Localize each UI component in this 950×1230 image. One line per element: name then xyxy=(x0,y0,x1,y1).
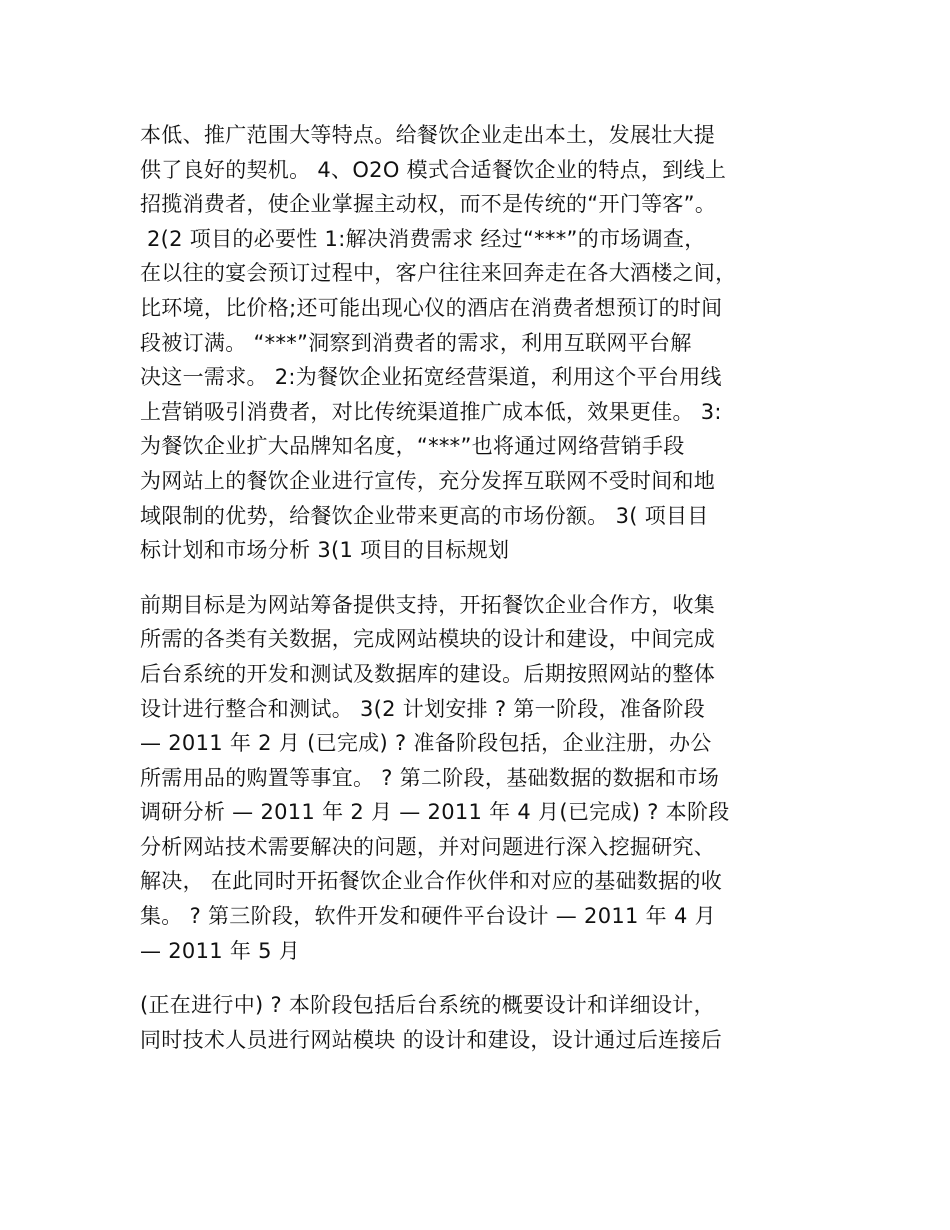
text-line: 标计划和市场分析 3(1 项目的目标规划 xyxy=(140,538,510,563)
text-line: 后台系统的开发和测试及数据库的建设。后期按照网站的整体 xyxy=(140,661,716,686)
paragraph-3 xyxy=(140,988,820,1057)
text-line: 在以往的宴会预订过程中，客户往往来回奔走在各大酒楼之间， xyxy=(140,261,737,286)
text-line: 域限制的优势，给餐饮企业带来更高的市场份额。 3( 项目目 xyxy=(140,503,709,528)
text-line: 前期目标是为网站筹备提供支持，开拓餐饮企业合作方，收集 xyxy=(140,592,716,617)
text-line: 所需的各类有关数据，完成网站模块的设计和建设，中间完成 xyxy=(140,627,716,652)
text-line: 供了良好的契机。 4、O2O 模式合适餐饮企业的特点，到线上 xyxy=(140,157,727,182)
text-line: 为网站上的餐饮企业进行宣传，充分发挥互联网不受时间和地 xyxy=(140,468,716,493)
text-line: — 2011 年 5 月 xyxy=(140,938,301,963)
text-line: 集。 ? 第三阶段，软件开发和硬件平台设计 — 2011 年 4 月 xyxy=(140,904,716,929)
text-line: 段被订满。 “***”洞察到消费者的需求，利用互联网平台解 xyxy=(140,330,692,355)
paragraph-1 xyxy=(140,118,820,568)
text-line: 上营销吸引消费者，对比传统渠道推广成本低，效果更佳。 3: xyxy=(140,399,722,424)
text-line: 分析网站技术需要解决的问题，并对问题进行深入挖掘研究、 xyxy=(140,834,716,859)
document-body xyxy=(140,118,820,1077)
text-line: 同时技术人员进行网站模块 的设计和建设，设计通过后连接后 xyxy=(140,1027,723,1052)
text-line: 为餐饮企业扩大品牌知名度，“***”也将通过网络营销手段 xyxy=(140,434,685,459)
text-line: (正在进行中) ? 本阶段包括后台系统的概要设计和详细设计， xyxy=(140,993,715,1018)
text-line: 所需用品的购置等事宜。 ? 第二阶段，基础数据的数据和市场 xyxy=(140,765,720,790)
text-line: 调研分析 — 2011 年 2 月 — 2011 年 4 月(已完成) ? 本阶段 xyxy=(140,800,730,825)
text-line: 本低、推广范围大等特点。给餐饮企业走出本土，发展壮大提 xyxy=(140,123,716,147)
text-line: 解决， 在此同时开拓餐饮企业合作伙伴和对应的基础数据的收 xyxy=(140,869,723,894)
paragraph-2 xyxy=(140,588,820,969)
text-line: — 2011 年 2 月 (已完成) ? 准备阶段包括，企业注册，办公 xyxy=(140,731,712,756)
text-line: 比环境，比价格;还可能出现心仪的酒店在消费者想预订的时间 xyxy=(140,295,723,320)
text-line: 设计进行整合和测试。 3(2 计划安排 ? 第一阶段，准备阶段 xyxy=(140,696,706,721)
text-line: 决这一需求。 2:为餐饮企业拓宽经营渠道，利用这个平台用线 xyxy=(140,365,722,390)
text-line: 招揽消费者，使企业掌握主动权，而不是传统的“开门等客”。 xyxy=(140,192,717,217)
text-line: 2(2 项目的必要性 1:解决消费需求 经过“***”的市场调查， xyxy=(140,226,706,251)
